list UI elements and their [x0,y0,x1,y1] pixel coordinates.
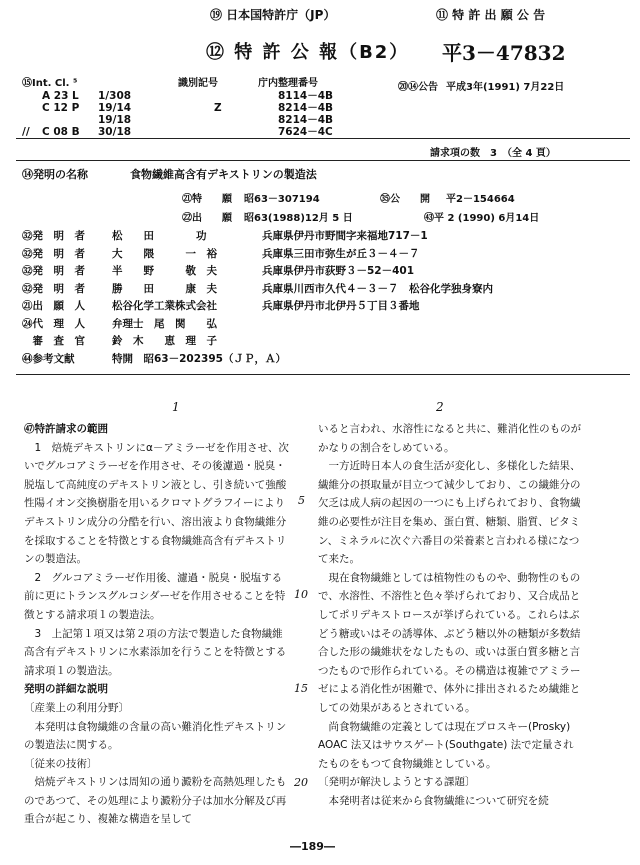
paragraph: 現在食物繊維としては植物性のものや、動物性のもので、水溶性、不溶性と色々挙げられており、又合成品としてポリデキストロースが挙げられている。これらはぶどう糖或いはその誘導体、ぶどう糖以外の糖類が多数結合した形の繊維状をなしたもの、或いは蛋白質多糖と言つたもので形作られている。その構造は複雑でアミラーゼによる消化性が困難で、体外に排出されるため繊維としての効果があるとされている。 [318,571,581,714]
paragraph: 本発明は食物繊維の含量の高い難消化性デキストリンの製造法に関する。 [24,720,287,752]
party-row [22,281,499,299]
classification-row [22,114,337,126]
line-mark: 20 [294,776,308,789]
claims-heading: ㊼特許請求の範囲 [24,423,108,435]
classification-row [22,102,337,114]
reference-label: ㊹参考文献 [22,352,75,365]
classification-row [22,90,337,102]
cls-sub: 19/18 [98,114,132,126]
party-row [22,316,499,334]
cls-prefix [22,114,42,126]
line-mark: 10 [294,588,308,601]
classification-row [22,126,337,138]
pub-date: 平成3年(1991) 7月22日 [446,82,565,93]
patent-office-label: ⑲ 日本国特許庁（JP） [210,8,336,22]
divider [16,160,630,161]
invention-title-label: ⑭発明の名称 [22,168,88,181]
cls-office: 8214－4B [278,102,334,114]
claims-count: 請求項の数 3 （全 4 頁） [430,148,556,159]
left-column-number: 1 [172,400,180,414]
paragraph: 〔発明が解決しようとする課題〕 [318,776,476,789]
cls-main [42,114,98,126]
party-role: ㉜発 明 者 [22,265,85,277]
office-number-label: 庁内整理番号 [258,78,318,89]
party-row [22,246,499,264]
party-address [262,316,499,334]
paragraph: いると言われ、水溶性になると共に、難消化性のものがかなりの割合をしめている。 [318,423,582,454]
cls-id: Z [214,102,222,114]
left-column-text [24,420,292,829]
line-mark: 15 [294,682,308,695]
cls-prefix [22,102,42,114]
application-number-label: ㉑特 願 [182,194,232,205]
paragraph: 1 焙焼デキストリンにα－アミラーゼを作用させ、次いでグルコアミラーゼを作用させ、その後濾過・脱臭・脱塩して高純度のデキストリン液とし、引き続いて強酸性陽イオン交換樹脂を用いるクロマトグラフイーによりデキストリン成分の分酷を行い、溶出液より食物繊維分を採取することを特徴とする食物繊維高含有デキストリンの製造法。 [24,441,289,566]
cls-office: 8114－4B [278,90,334,102]
cls-sub: 1/308 [98,90,132,102]
party-address: 兵庫県伊丹市荻野３－52－401 [262,265,415,277]
application-number: 昭63－307194 [244,194,320,205]
cls-prefix: // [22,126,30,138]
party-address [262,333,499,351]
divider [16,138,630,139]
paragraph: 3 上記第１項又は第２項の方法で製造した食物繊維高含有デキストリンに水素添加を行うことを特徴とする請求項１の製造法。 [24,627,287,677]
divider [16,374,630,375]
id-symbol-label: 識別記号 [178,78,218,89]
reference-value: 特開 昭63－202395（ＪＰ，Ａ） [112,352,286,365]
laid-open-date: ㊸平 2 (1990) 6月14日 [424,213,540,224]
party-address: 兵庫県伊丹市北伊丹５丁目３番地 [262,300,420,312]
party-role: ㉜発 明 者 [22,247,85,260]
filing-date: 昭63(1988)12月 5 日 [244,213,353,224]
party-name: 勝 田 康 夫 [112,282,217,295]
cls-main: C 08 B [42,126,80,138]
line-mark: 5 [298,494,305,507]
party-address: 兵庫県伊丹市野間字来福地717－1 [262,230,428,242]
party-name: 松 田 功 [112,230,207,242]
paragraph: 尚食物繊維の定義としては現在プロスキー(Prosky) AOAC 法又はサウスゲート(Southgate) 法で定量されたものをもつて食物繊維としている。 [318,720,574,770]
paragraph: 本発明者は従来から食物繊維について研究を続 [318,794,549,807]
gazette-kind: ⑫ 特 許 公 報（B2） [206,42,410,63]
parties-table [22,228,499,368]
party-row [22,263,499,281]
publication-number: 平3－47832 [442,41,566,65]
paragraph: 〔産業上の利用分野〕 [24,701,129,714]
laid-open-number: 平2－154664 [446,194,515,205]
party-name: 半 野 敬 夫 [112,265,217,277]
party-name: 鈴 木 恵 理 子 [112,335,217,347]
party-name: 弁理士 尾 関 弘 [112,317,217,330]
cls-office: 7624－4C [278,126,333,138]
invention-title: 食物繊維高含有デキストリンの製造法 [130,168,317,181]
cls-main: A 23 L [42,90,79,102]
party-role: ㉑出 願 人 [22,300,85,312]
cls-office: 8214－4B [278,114,334,126]
cls-id [214,114,278,126]
section-heading: 発明の詳細な説明 [24,683,108,696]
party-address: 兵庫県川西市久代４－３－７ 松谷化学独身寮内 [262,282,493,295]
party-name: 大 隈 一 裕 [112,247,217,260]
cls-sub: 30/18 [98,126,132,138]
right-column-text [318,420,584,810]
reference-row [22,351,499,369]
cls-id [214,90,278,102]
cls-id [214,126,278,138]
paragraph: 2 グルコアミラーゼ作用後、濾過・脱臭・脱塩する前に更にトランスグルコシダーゼを作用させることを特徴とする請求項１の製造法。 [24,571,286,621]
int-cl-label: ⑮Int. Cl. ⁵ [22,78,78,89]
party-name: 松谷化学工業株式会社 [112,300,217,312]
laid-open-label: ㉟公 開 [380,194,430,205]
party-role: ㉜発 明 者 [22,230,85,242]
party-role: 審 査 官 [22,335,85,347]
paragraph: 〔従来の技術〕 [24,757,98,770]
pub-date-label: ⑳⑭公告 [398,82,438,93]
filing-date-label: ㉒出 願 [182,213,232,224]
page-number: ―189― [290,840,335,853]
party-row [22,228,499,246]
party-row [22,298,499,316]
right-column-number: 2 [436,400,444,414]
classification-table [22,90,337,138]
party-role: ㉜発 明 者 [22,282,85,295]
party-role: ㉔代 理 人 [22,317,85,330]
paragraph: 焙焼デキストリンは周知の通り澱粉を高熱処理したものであつて、その処理により澱粉分子は加水分解及び再重合が起こり、複雑な構造を呈して [24,776,287,826]
cls-prefix [22,90,42,102]
publication-type-label: ⑪ 特 許 出 願 公 告 [436,8,546,22]
paragraph: 一方近時日本人の食生活が変化し、多様化した結果、繊維分の摂取量が目立つて減少しており、この繊維分の欠乏は成人病の起因の一つにも上げられており、食物繊維の必要性が注目を集め、蛋白質、糖類、脂質、ビタミン、ミネラルに次ぐ六番目の栄養素と言われる様になつて来た。 [318,460,581,566]
cls-main: C 12 P [42,102,80,114]
party-address: 兵庫県三田市弥生が丘３－４－７ [262,247,420,260]
cls-sub: 19/14 [98,102,132,114]
party-row [22,333,499,351]
